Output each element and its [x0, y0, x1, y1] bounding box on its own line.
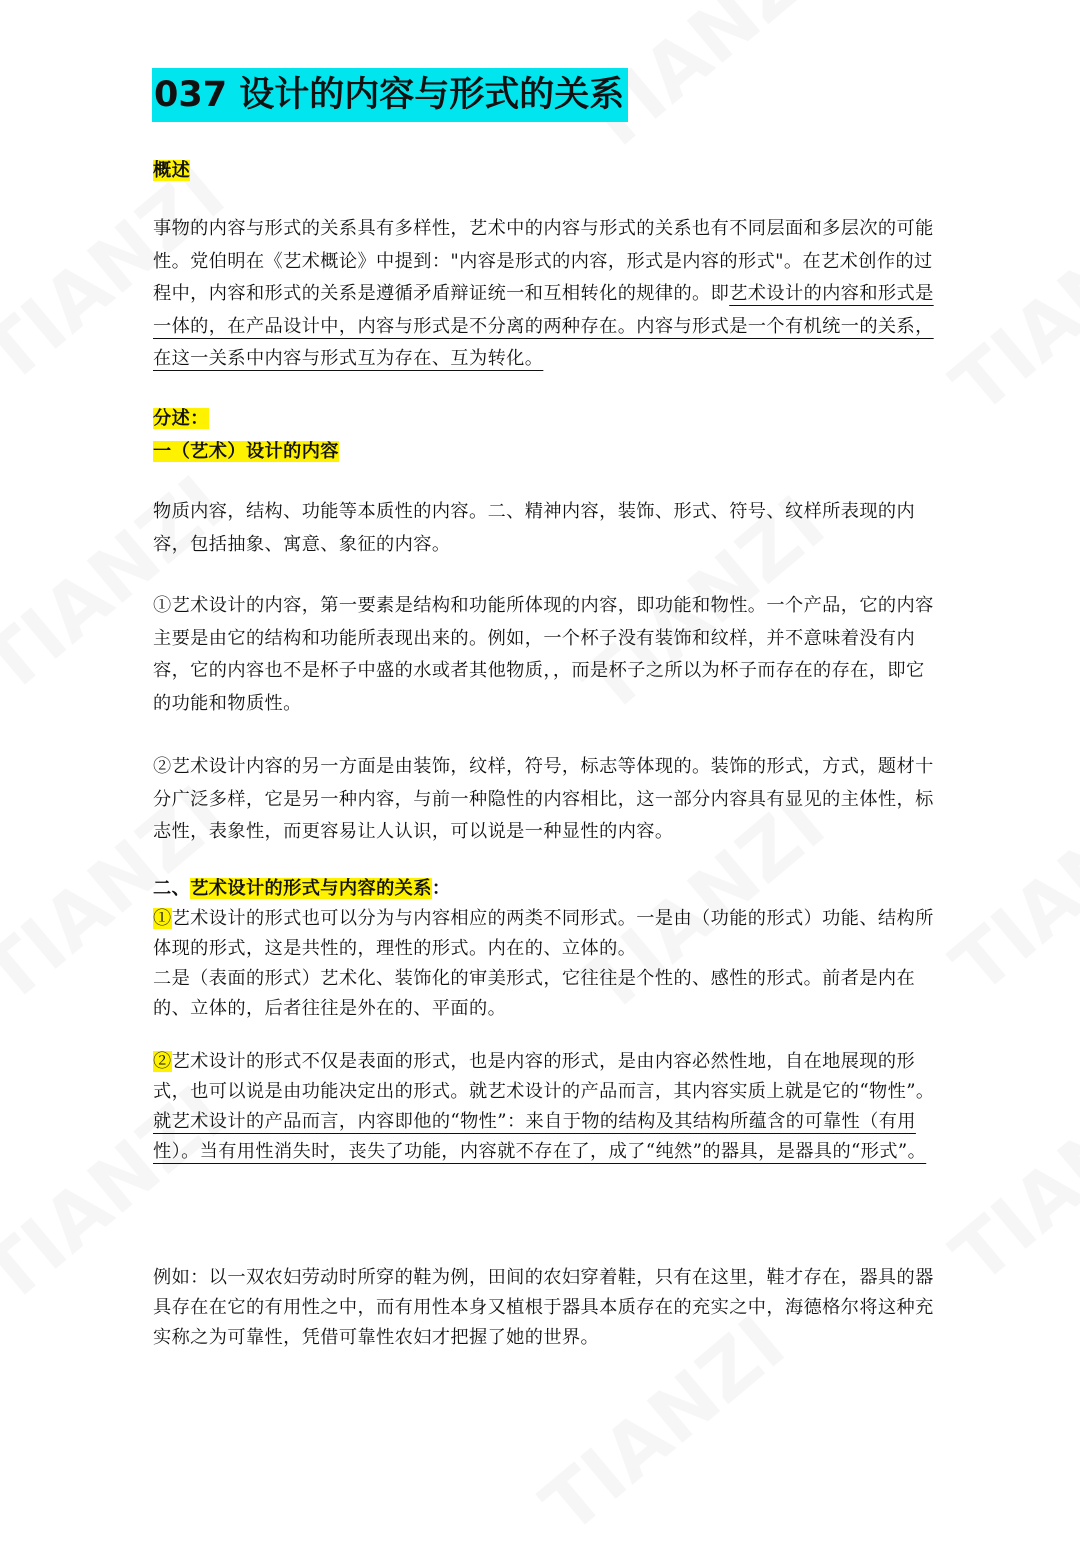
watermark-text: [935, 759, 1080, 1011]
section2-point1-marker: ①: [153, 908, 172, 929]
section2-block: [153, 874, 943, 1024]
section2-heading-suffix: ：: [431, 878, 451, 899]
overview-label: 概述: [153, 160, 191, 181]
overview-label-block: [153, 155, 943, 188]
section1-point2: [153, 751, 943, 849]
section1-intro: [153, 496, 943, 561]
section2-point1-text: 艺术设计的形式也可以分为与内容相应的两类不同形式。一是由（功能的形式）功能、结构所体现的形式，这是共性的，理性的形式。内在的、立体的。: [153, 908, 934, 959]
detail-header-block: [153, 403, 943, 468]
section2-point1-text2: 二是（表面的形式）艺术化、装饰化的审美形式，它往往是个性的、感性的形式。前者是内在的、立体的，后者往往是外在的、平面的。: [153, 968, 916, 1019]
section2-point2-block: [153, 1047, 943, 1167]
overview-text-plain: 事物的内容与形式的关系具有多样性，艺术中的内容与形式的关系也有不同层面和多层次的可能性。党伯明在《艺术概论》中提到："内容是形式的内容，形式是内容的形式"。在艺术创作的过程中，内容和形式的关系是遵循矛盾辩证统一和互相转化的规律的。即: [153, 218, 934, 304]
section2-heading-highlight: 艺术设计的形式与内容的关系: [190, 878, 432, 899]
section2-point1: [153, 904, 943, 964]
section1-heading: 一（艺术）设计的内容: [153, 440, 339, 462]
section1-point1-text: ①艺术设计的内容，第一要素是结构和功能所体现的内容，即功能和物性。一个产品，它的内容主要是由它的结构和功能所表现出来的。例如，一个杯子没有装饰和纹样，并不意味着没有内容，它的内容也不是杯子中盛的水或者其他物质，，而是杯子之所以为杯子而存在的存在，即它的功能和物质性。: [153, 595, 934, 714]
section2-heading: [153, 874, 943, 904]
section2-heading-prefix: 二、: [153, 878, 191, 899]
detail-label: 分述：: [153, 408, 209, 429]
overview-paragraph: [153, 213, 943, 376]
watermark-text: [935, 179, 1080, 431]
section2-point2-marker: ②: [153, 1051, 172, 1072]
overview-text: [153, 213, 943, 376]
section2-point2: [153, 1047, 943, 1107]
watermark-text: [935, 1049, 1080, 1301]
overview-text-underlined: 艺术设计的内容和形式是一体的，在产品设计中，内容与形式是不分离的两种存在。内容与形式是一个有机统一的关系，在这一关系中内容与形式互为存在、互为转化。: [153, 283, 934, 369]
example-block: [153, 1263, 943, 1353]
section1-point1: [153, 590, 943, 720]
section1-intro-text: 物质内容，结构、功能等本质性的内容。二、精神内容，装饰、形式、符号、纹样所表现的内容，包括抽象、寓意、象征的内容。: [153, 501, 916, 555]
example-text: 例如：以一双农妇劳动时所穿的鞋为例，田间的农妇穿着鞋，只有在这里，鞋才存在，器具的器具存在在它的有用性之中，而有用性本身又植根于器具本质存在的充实之中，海德格尔将这种充实称之为可靠性，凭借可靠性农妇才把握了她的世界。: [153, 1267, 934, 1348]
section2-point2-text: 艺术设计的形式不仅是表面的形式，也是内容的形式，是由内容必然性地，自在地展现的形式，也可以说是由功能决定出的形式。就艺术设计的产品而言，其内容实质上就是它的“物性”。: [153, 1051, 935, 1102]
section1-point2-text: ②艺术设计内容的另一方面是由装饰，纹样，符号，标志等体现的。装饰的形式，方式，题材十分广泛多样，它是另一种内容，与前一种隐性的内容相比，这一部分内容具有显见的主体性，标志性，表象性，而更容易让人认识，可以说是一种显性的内容。: [153, 756, 934, 842]
section2-point2-underlined: 就艺术设计的产品而言，内容即他的“物性”：来自于物的结构及其结构所蕴含的可靠性（有用性）。当有用性消失时，丧失了功能，内容就不存在了，成了“纯然”的器具，是器具的“形式”。: [153, 1111, 927, 1162]
page-title: 037 设计的内容与形式的关系: [152, 68, 628, 122]
